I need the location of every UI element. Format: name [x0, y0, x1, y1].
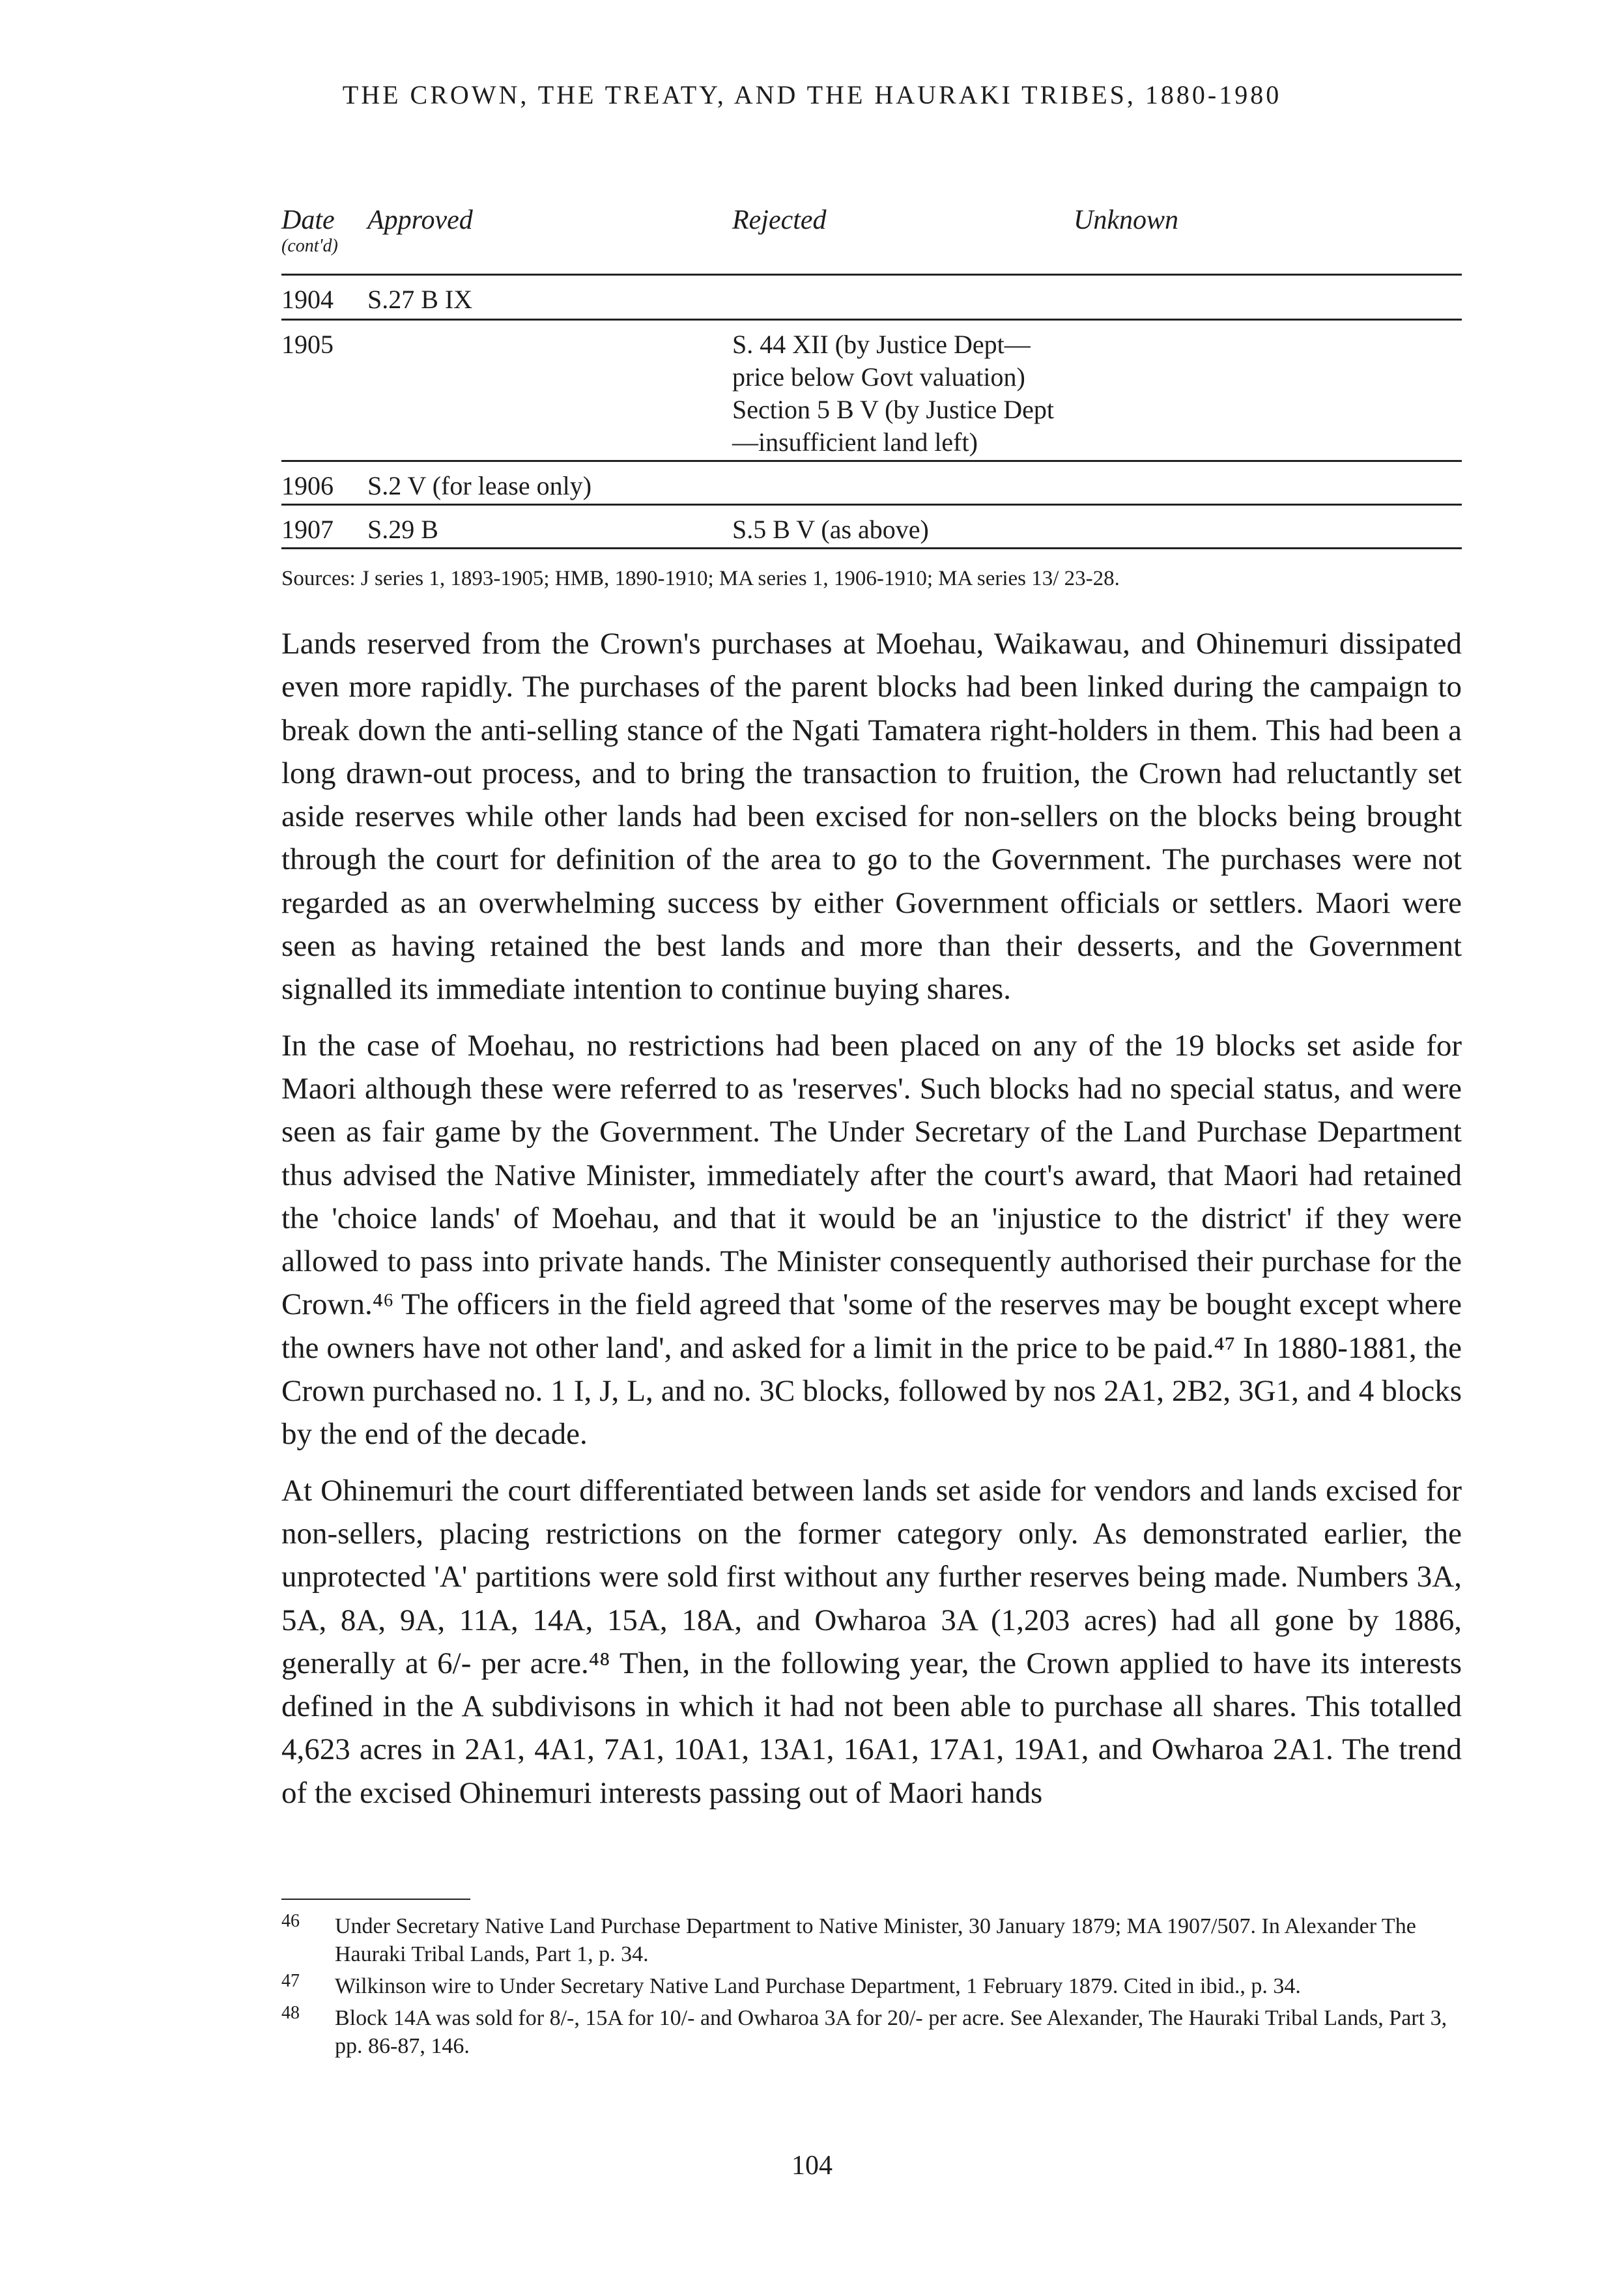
row-date: 1906: [281, 471, 334, 500]
row-rejected: S. 44 XII (by Justice Dept—price below Govt valuation) Section 5 B V (by Justice Dept—insufficient land left): [732, 330, 1055, 457]
header-date: [281, 205, 338, 257]
footnote-text: Wilkinson wire to Under Secretary Native Land Purchase Department, 1 February 1879. Cited in ibid., p. 34.: [335, 1974, 1301, 1998]
paragraph: At Ohinemuri the court differentiated between lands set aside for vendors and lands excised for non-sellers, placing restrictions on the former category only. As demonstrated earlier, the unprotected 'A' partitions were sold first without any further reserves being made. Numbers 3A, 5A, 8A, 9A, 11A, 14A, 15A, 18A, and Owharoa 3A (1,203 acres) had all gone by 1886, generally at 6/- per acre.⁴⁸ Then, in the following year, the Crown applied to have its interests defined in the A subdivisons in which it had not been able to purchase all shares. This totalled 4,623 acres in 2A1, 4A1, 7A1, 10A1, 13A1, 16A1, 17A1, 19A1, and Owharoa 2A1. The trend of the excised Ohinemuri interests passing out of Maori hands: [281, 1473, 1462, 1810]
footnote-rule: [281, 1899, 470, 1900]
table-row: [281, 462, 1462, 506]
table-row: [281, 276, 1462, 321]
header-date-note: (cont'd): [281, 236, 338, 256]
row-date: 1905: [281, 330, 334, 359]
footnote: [281, 1972, 1462, 2000]
footnote-number: 48: [281, 2003, 300, 2023]
row-date: 1904: [281, 285, 334, 314]
header-rejected: Rejected: [732, 205, 827, 235]
footnote-text: Under Secretary Native Land Purchase Department to Native Minister, 30 January 1879; MA 1907/507. In Alexander The Hauraki Tribal Lands, Part 1, p. 34.: [335, 1914, 1416, 1966]
footnote: [281, 1912, 1462, 1968]
footnote-text: Block 14A was sold for 8/-, 15A for 10/- and Owharoa 3A for 20/- per acre. See Alexander, The Hauraki Tribal Lands, Part 3, pp. 86-87, 146.: [335, 2006, 1447, 2058]
header-approved: Approved: [367, 205, 473, 235]
table-sources: Sources: J series 1, 1893-1905; HMB, 1890-1910; MA series 1, 1906-1910; MA series 13/ 23-28.: [281, 567, 1120, 590]
header-unknown: Unknown: [1074, 205, 1178, 235]
page-number: 104: [791, 2151, 833, 2181]
paragraph: In the case of Moehau, no restrictions had been placed on any of the 19 blocks set aside for Maori although these were referred to as 'reserves'. Such blocks had no special status, and were seen as fair game by the Government. The Under Secretary of the Land Purchase Department thus advised the Native Minister, immediately after the court's award, that Maori had retained the 'choice lands' of Moehau, and that it would be an 'injustice to the district' if they were allowed to pass into private hands. The Minister consequently authorised their purchase for the Crown.⁴⁶ The officers in the field agreed that 'some of the reserves may be bought except where the owners have not other land', and asked for a limit in the price to be paid.⁴⁷ In 1880-1881, the Crown purchased no. 1 I, J, L, and no. 3C blocks, followed by nos 2A1, 2B2, 3G1, and 4 blocks by the end of the decade.: [281, 1028, 1462, 1452]
footnotes: [281, 1912, 1462, 2064]
approval-table: [281, 202, 1462, 549]
table-header: [281, 202, 1462, 276]
footnote-number: 47: [281, 1971, 300, 1991]
paragraph: Lands reserved from the Crown's purchases at Moehau, Waikawau, and Ohinemuri dissipated even more rapidly. The purchases of the parent blocks had been linked during the campaign to break down the anti-selling stance of the Ngati Tamatera right-holders in them. This had been a long drawn-out process, and to bring the transaction to fruition, the Crown had reluctantly set aside reserves while other lands had been excised for non-sellers on the blocks being brought through the court for definition of the area to go to the Government. The purchases were not regarded as an overwhelming success by either Government officials or settlers. Maori were seen as having retained the best lands and more than their desserts, and the Government signalled its immediate intention to continue buying shares.: [281, 627, 1462, 1007]
running-head: THE CROWN, THE TREATY, AND THE HAURAKI TRIBES, 1880-1980: [342, 80, 1282, 109]
footnote-number: 46: [281, 1911, 300, 1931]
row-approved: S.27 B IX: [367, 285, 473, 314]
footnote: [281, 2004, 1462, 2060]
row-approved: S.29 B: [367, 515, 438, 544]
header-date-label: Date: [281, 205, 335, 235]
body-text: [281, 622, 1462, 1828]
row-rejected: S.5 B V (as above): [732, 515, 929, 544]
row-date: 1907: [281, 515, 334, 544]
table-row: [281, 506, 1462, 549]
table-row: [281, 321, 1462, 462]
row-approved: S.2 V (for lease only): [367, 471, 592, 500]
